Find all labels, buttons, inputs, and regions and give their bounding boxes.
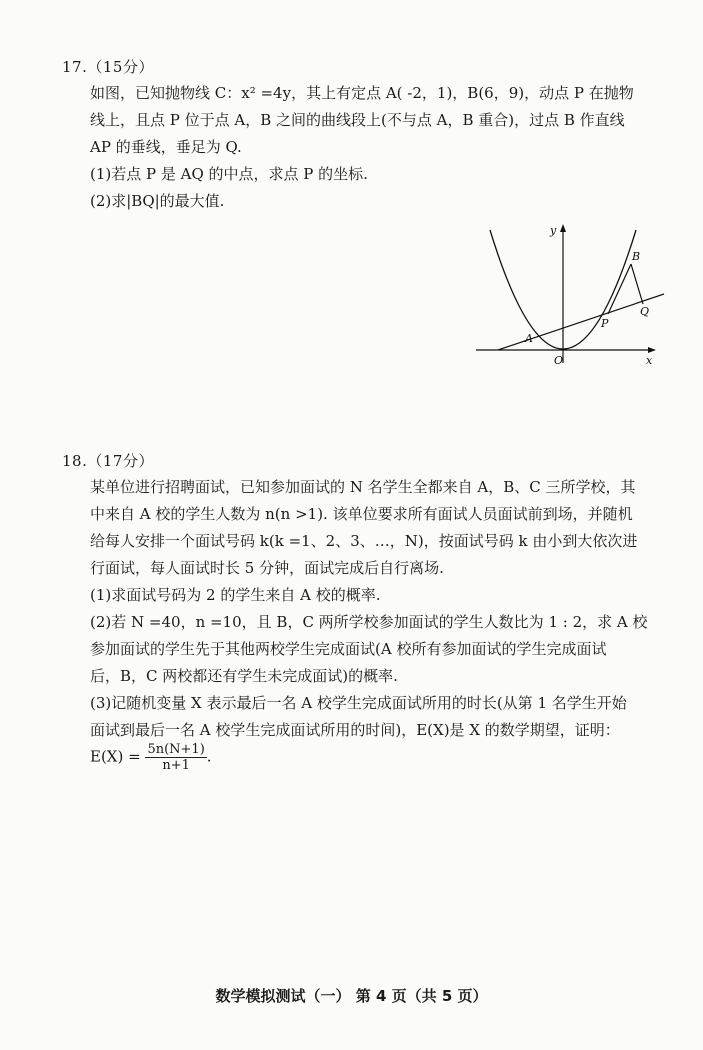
- q17-number: 17.（15分）: [62, 58, 154, 76]
- q18-number: 18.（17分）: [62, 452, 154, 470]
- q17-line-5: (2)求|BQ|的最大值.: [90, 192, 225, 210]
- q17-body: [90, 80, 675, 215]
- y-axis-arrow: [560, 224, 566, 232]
- q18-line-7: 参加面试的学生先于其他两校学生完成面试(A 校所有参加面试的学生完成面试: [90, 640, 607, 658]
- q18-line-5: (1)求面试号码为 2 的学生来自 A 校的概率.: [90, 586, 381, 604]
- parabola-figure: [468, 218, 668, 368]
- page-footer: 数学模拟测试（一） 第 4 页（共 5 页）: [215, 987, 488, 1005]
- label-y: y: [550, 224, 557, 237]
- q18-line-10: 面试到最后一名 A 校学生完成面试所用的时间)，E(X)是 X 的数学期望，证明：: [90, 721, 620, 739]
- label-q: Q: [640, 305, 650, 318]
- q18-line-4: 行面试，每人面试时长 5 分钟，面试完成后自行离场.: [90, 559, 444, 577]
- segment-bq: [631, 264, 643, 304]
- q17-line-3: AP 的垂线，垂足为 Q.: [90, 138, 242, 156]
- q18-line-8: 后，B，C 两校都还有学生未完成面试)的概率.: [90, 667, 398, 685]
- formula-tail: .: [206, 747, 212, 766]
- q18-line-3: 给每人安排一个面试号码 k(k =1、2、3、…，N)，按面试号码 k 由小到大依次进: [90, 532, 638, 550]
- formula-denominator: n+1: [162, 758, 190, 773]
- label-b: B: [632, 250, 641, 263]
- q17-line-4: (1)若点 P 是 AQ 的中点，求点 P 的坐标.: [90, 165, 368, 183]
- q18-line-2: 中来自 A 校的学生人数为 n(n >1). 该单位要求所有面试人员面试前到场，并随机: [90, 505, 633, 523]
- label-o: O: [554, 354, 564, 367]
- q17-line-2: 线上，且点 P 位于点 A，B 之间的曲线段上(不与点 A，B 重合)，过点 B 作直线: [90, 111, 625, 129]
- q18-formula: [90, 742, 212, 773]
- formula-lhs: E(X) =: [90, 747, 141, 766]
- formula-numerator: 5n(N+1): [147, 742, 205, 757]
- q18-line-6: (2)若 N =40，n =10，且 B，C 两所学校参加面试的学生人数比为 1 : 2，求 A 校: [90, 613, 648, 631]
- q18-line-9: (3)记随机变量 X 表示最后一名 A 校学生完成面试所用的时长(从第 1 名学生开始: [90, 694, 627, 712]
- label-a: A: [525, 332, 533, 345]
- parabola-diagram: [468, 218, 668, 368]
- q17-line-1: 如图，已知抛物线 C：x² =4y，其上有定点 A( -2，1)，B(6，9)，动点 P 在抛物: [90, 84, 634, 102]
- formula-fraction: [145, 742, 206, 773]
- q18-line-1: 某单位进行招聘面试，已知参加面试的 N 名学生全都来自 A，B、C 三所学校，其: [90, 478, 636, 496]
- label-p: P: [601, 317, 609, 330]
- x-axis-arrow: [648, 347, 656, 353]
- label-x: x: [646, 354, 653, 367]
- q18-body: [90, 474, 675, 744]
